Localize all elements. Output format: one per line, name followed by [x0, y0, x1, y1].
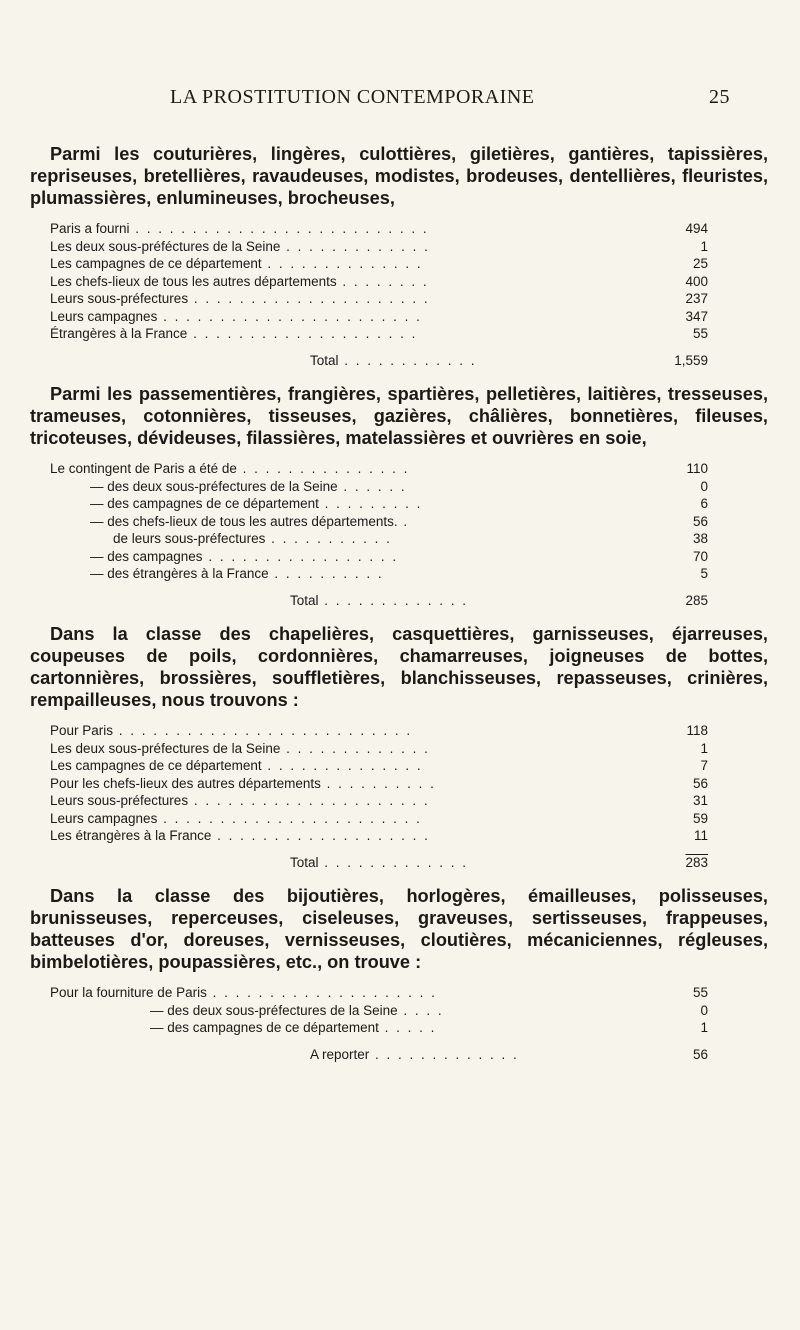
table-row: Les étrangères à la France . . . . . . . . . . . . . . . . . . . 11	[50, 828, 708, 843]
table-row: Leurs sous-préfectures . . . . . . . . . . . . . . . . . . . . . 237	[50, 291, 708, 306]
total-row: Total . . . . . . . . . . . . 1,559	[310, 352, 708, 368]
table-row: Les deux sous-préféctures de la Seine . . . . . . . . . . . . . 1	[50, 238, 708, 254]
total-row: Total . . . . . . . . . . . . . 283	[290, 854, 708, 870]
table-row: — des campagnes de ce département . . . . . . . . . 6	[90, 496, 708, 511]
table-row: Le contingent de Paris a été de . . . . . . . . . . . . . . . 110	[50, 461, 708, 476]
table-row: Leurs campagnes . . . . . . . . . . . . . . . . . . . . . . . 347	[50, 308, 708, 324]
running-title: LA PROSTITUTION CONTEMPORAINE	[170, 86, 535, 108]
section-2-paragraph: Parmi les passementières, frangières, spartières, pelletières, laitières, tresseuses, trameuses, cotonnières, tisseuses, gazières, châlières, bonnetières, fileuses, tricoteuses, dévideuses, filassières, matelassières et ouvrières en soie,	[30, 384, 768, 448]
table-row: Leurs sous-préfectures . . . . . . . . . . . . . . . . . . . . . 31	[50, 793, 708, 808]
table-row: — des chefs-lieux de tous les autres départements. . 56	[90, 513, 708, 529]
table-row: Les campagnes de ce département . . . . . . . . . . . . . . 25	[50, 256, 708, 271]
section-4-paragraph: Dans la classe des bijoutières, horlogères, émailleuses, polisseuses, brunisseuses, reperceuses, ciseleuses, graveuses, sertisseuses, frappeuses, batteuses d'or, doreuses, vernisseuses, cloutières, mécaniciennes, régleuses, bimbelotières, poupassières, etc., on trouve :	[30, 886, 768, 972]
table-row: Pour Paris . . . . . . . . . . . . . . . . . . . . . . . . . . 118	[50, 723, 708, 738]
table-row: — des étrangères à la France . . . . . . . . . . 5	[90, 566, 708, 581]
table-row: — des deux sous-préfectures de la Seine . . . . 0	[150, 1002, 708, 1018]
table-row: Paris a fourni . . . . . . . . . . . . . . . . . . . . . . . . . . 494	[50, 221, 708, 236]
section-1-paragraph: Parmi les couturières, lingères, culottières, giletières, gantières, tapissières, repriseuses, bretellières, ravaudeuses, modistes, brodeuses, dentellières, fleuristes, plumassières, enlumineuses, brocheuses,	[30, 144, 768, 208]
total-row: Total . . . . . . . . . . . . . 285	[290, 592, 708, 608]
table-row: de leurs sous-préfectures . . . . . . . . . . . 38	[113, 531, 708, 546]
table-row: Les campagnes de ce département . . . . . . . . . . . . . . 7	[50, 758, 708, 773]
table-row: Leurs campagnes . . . . . . . . . . . . . . . . . . . . . . . 59	[50, 810, 708, 826]
table-row: Étrangères à la France . . . . . . . . . . . . . . . . . . . . 55	[50, 326, 708, 341]
table-row: — des deux sous-préfectures de la Seine . . . . . . 0	[90, 478, 708, 494]
section-1-table	[50, 220, 708, 369]
section-3-table	[50, 722, 708, 871]
section-4-table	[50, 984, 708, 1063]
section-2-table	[50, 460, 708, 609]
running-header	[170, 86, 730, 109]
carry-forward-row: A reporter . . . . . . . . . . . . . 56	[310, 1046, 708, 1062]
table-row: Pour la fourniture de Paris . . . . . . . . . . . . . . . . . . . . 55	[50, 985, 708, 1000]
table-row: Les deux sous-préfectures de la Seine . . . . . . . . . . . . . 1	[50, 740, 708, 756]
section-3-paragraph: Dans la classe des chapelières, casquettières, garnisseuses, éjarreuses, coupeuses de poils, cordonnières, chamarreuses, joigneuses de bottes, cartonnières, brossières, souffletières, blanchisseuses, repasseuses, crinières, rempailleuses, nous trouvons :	[30, 624, 768, 710]
table-row: — des campagnes . . . . . . . . . . . . . . . . . 70	[90, 548, 708, 564]
table-row: Les chefs-lieux de tous les autres départements . . . . . . . . 400	[50, 273, 708, 289]
page-content	[30, 143, 768, 1063]
table-row: — des campagnes de ce département . . . . . 1	[150, 1020, 708, 1035]
page-number: 25	[709, 86, 730, 108]
table-row: Pour les chefs-lieux des autres départements . . . . . . . . . . 56	[50, 775, 708, 791]
